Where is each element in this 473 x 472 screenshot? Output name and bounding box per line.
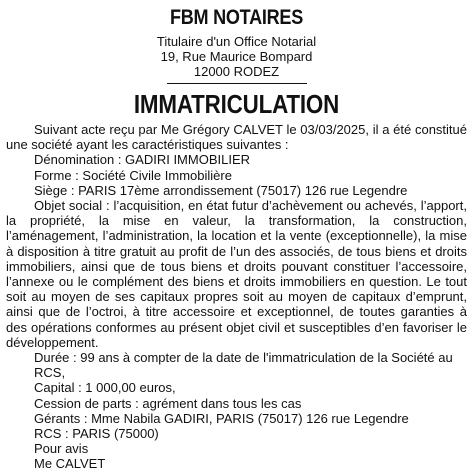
office-line-3: 12000 RODEZ [193,64,280,79]
gerants-line: Gérants : Mme Nabila GADIRI, PARIS (75017) 126 rue Legendre [34,410,409,426]
divider [167,83,307,84]
rcs-line: RCS : PARIS (75000) [34,426,159,442]
denomination-line: Dénomination : GADIRI IMMOBILIER [34,152,251,168]
cession-line: Cession de parts : agrément dans tous les cas [34,395,302,411]
office-line-2: 19, Rue Maurice Bompard [160,49,313,64]
intro-paragraph: Suivant acte reçu par Me Grégory CALVET le 03/03/2025, il a été constitué une société ayant les caractéristiques suivantes : [6,122,467,153]
notice-body [6,122,467,472]
duree-line: Durée : 99 ans à compter de la date de l'immatriculation de la Société au RCS, [34,350,453,381]
office-line-1: Titulaire d'un Office Notarial [156,34,317,49]
objet-paragraph: Objet social : l’acquisition, en état futur d’achèvement ou achevés, l’apport, la propriété, la mise en valeur, la transformation, la construction, l’aménagement, l’administration, la location et la vente (exceptionnelle), la mise à disposition à titre gratuit au profit de l’un des associés, de tous biens et droits immobiliers, ainsi que de tous biens et droits pouvant constituer l’accessoire, l’annexe ou le complément des biens et droits immobiliers en question. Le tout soit au moyen de ses capitaux propres soit au moyen de capitaux d’emprunt, ainsi que de l’octroi, à titre accessoire et exceptionnel, de toutes garanties à des opérations conformes au présent objet civil et susceptibles d’en favoriser le développement. [6,198,467,350]
notice-title: IMMATRICULATION [133,89,340,119]
signature-line: Me CALVET [34,456,106,472]
forme-line: Forme : Société Civile Immobilière [34,167,232,183]
siege-line: Siège : PARIS 17ème arrondissement (75017) 126 rue Legendre [34,182,408,198]
notary-brand: FBM NOTAIRES [169,6,304,29]
capital-line: Capital : 1 000,00 euros, [34,380,176,396]
pour-avis-line: Pour avis [34,441,89,457]
